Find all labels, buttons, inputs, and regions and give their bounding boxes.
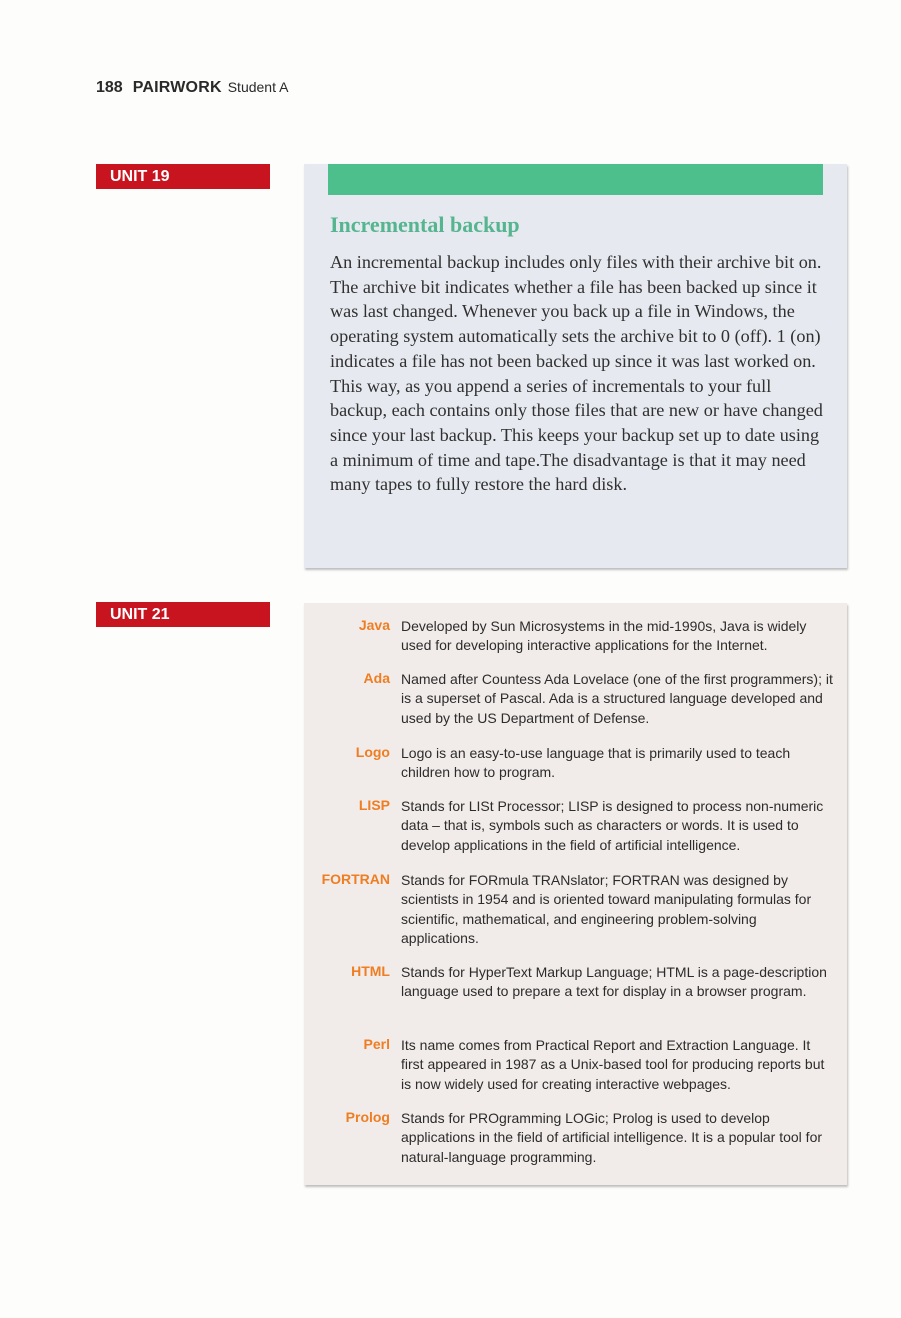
language-name: LISP — [358, 797, 390, 813]
language-description: Named after Countess Ada Lovelace (one of the first programmers); it is a superset of Pascal. Ada is a structured language developed and used by the US Department of Defense. — [401, 671, 833, 726]
language-description: Stands for HyperText Markup Language; HTML is a page-description language used to prepare a text for display in a browser program. — [401, 964, 827, 1000]
section-title: PAIRWORK — [132, 79, 222, 96]
language-description: Logo is an easy-to-use language that is primarily used to teach children how to program. — [401, 745, 791, 781]
language-name: Logo — [355, 744, 390, 760]
language-name: Ada — [363, 670, 390, 686]
box-body: An incremental backup includes only files with their archive bit on. The archive bit indicates whether a file has been backed up since it was last changed. Whenever you back up a file in Windows, the operating system automatically sets the archive bit to 0 (off). 1 (on) indicates a file has not been backed up since it was last worked on. This way, as you append a series of incrementals to your full backup, each contains only those files that are new or have changed since your last backup. This keeps your backup set up to date using a minimum of time and tape.The disadvantage is that it may need many tapes to fully restore the hard disk. — [330, 252, 823, 495]
languages-box — [304, 603, 847, 1185]
unit-19-tag: UNIT 19 — [96, 164, 270, 189]
language-name: FORTRAN — [321, 871, 390, 887]
incremental-backup-box — [304, 164, 847, 568]
box-title: Incremental backup — [330, 212, 520, 237]
language-description: Its name comes from Practical Report and Extraction Language. It first appeared in 1987 as a Unix-based tool for producing reports but is now widely used for creating interactive webpages. — [401, 1037, 825, 1092]
language-description: Stands for FORmula TRANslator; FORTRAN was designed by scientists in 1954 and is oriented toward manipulating formulas for scientific, mathematical, and engineering problem-solving applications. — [401, 872, 812, 947]
language-description: Developed by Sun Microsystems in the mid-1990s, Java is widely used for developing interactive applications for the Internet. — [401, 618, 807, 654]
unit-21-tag: UNIT 21 — [96, 602, 270, 627]
language-name: Prolog — [345, 1109, 390, 1125]
page-number: 188 — [96, 79, 123, 96]
language-description: Stands for PROgramming LOGic; Prolog is used to develop applications in the field of artificial intelligence. It is a popular tool for natural-language programming. — [401, 1110, 823, 1165]
language-description: Stands for LISt Processor; LISP is designed to process non-numeric data – that is, symbols such as characters or words. It is used to develop applications in the field of artificial intelligence. — [401, 798, 824, 853]
page-header — [96, 79, 288, 97]
language-name: HTML — [351, 963, 390, 979]
student-label: Student A — [227, 79, 289, 95]
language-name: Java — [358, 617, 390, 633]
language-name: Perl — [363, 1036, 390, 1052]
title-bar — [328, 164, 823, 195]
